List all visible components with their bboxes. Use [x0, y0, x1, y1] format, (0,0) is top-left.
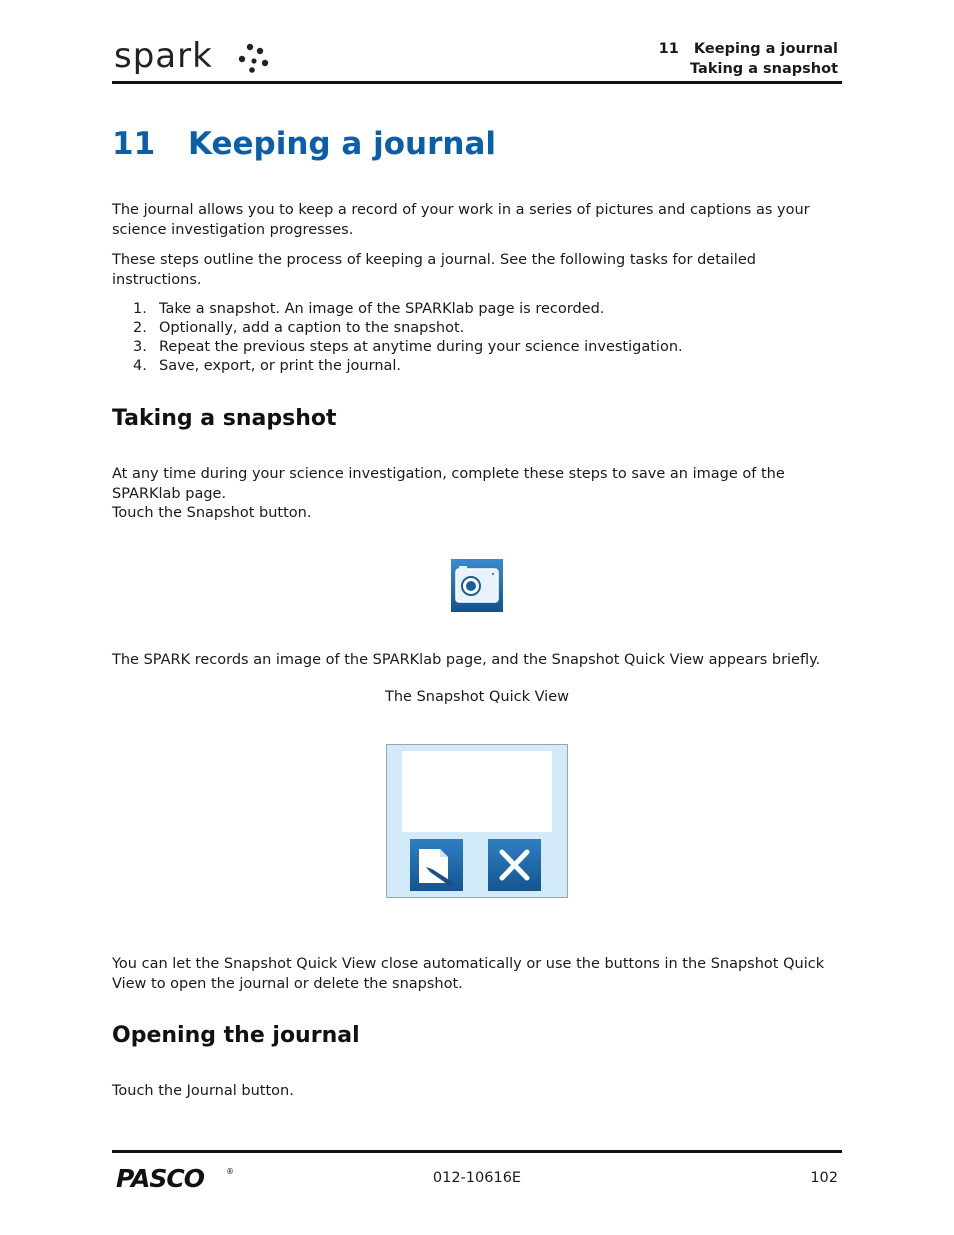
header-rule	[112, 81, 842, 84]
list-item: 1. Take a snapshot. An image of the SPARKlab page is recorded.	[133, 301, 605, 317]
open-journal-button[interactable]	[410, 839, 463, 891]
snapshot-quick-view	[386, 744, 568, 898]
running-header-chapter: 11 Keeping a journal	[658, 41, 838, 57]
list-item: 3. Repeat the previous steps at anytime during your science investigation.	[133, 339, 683, 355]
document-number: 012-10616E	[432, 1170, 522, 1186]
snapshot-paragraph-1: At any time during your science investigation, complete these steps to save an image of the SPARKlab page.	[112, 466, 785, 502]
list-item: 2. Optionally, add a caption to the snapshot.	[133, 320, 465, 336]
journal-edit-icon	[410, 839, 463, 891]
snapshot-paragraph-3: The SPARK records an image of the SPARKlab page, and the Snapshot Quick View appears briefly.	[112, 652, 821, 668]
snapshot-paragraph-4: You can let the Snapshot Quick View close automatically or use the buttons in the Snapshot Quick View to open the journal or delete the snapshot.	[112, 956, 825, 992]
section-heading-snapshot: Taking a snapshot	[112, 406, 337, 431]
list-item: 4. Save, export, or print the journal.	[133, 358, 402, 374]
svg-text:®: ®	[226, 1167, 234, 1176]
delete-snapshot-button[interactable]	[488, 839, 541, 891]
snapshot-paragraph-2: Touch the Snapshot button.	[112, 505, 312, 521]
snapshot-preview	[402, 751, 552, 832]
figure-caption: The Snapshot Quick View	[385, 689, 569, 705]
steps-list	[133, 300, 683, 376]
running-header	[659, 39, 838, 79]
close-icon	[488, 839, 541, 891]
section-heading-opening: Opening the journal	[112, 1023, 360, 1048]
camera-icon[interactable]	[451, 559, 503, 612]
intro-paragraph-1: The journal allows you to keep a record of your work in a series of pictures and captions as your science investigation progresses.	[112, 202, 810, 238]
opening-paragraph-1: Touch the Journal button.	[112, 1083, 294, 1099]
chapter-title	[112, 126, 496, 162]
chapter-number: 11	[112, 126, 156, 162]
footer-rule	[112, 1150, 842, 1153]
spark-logo-text: spark	[114, 36, 213, 76]
running-header-section: Taking a snapshot	[690, 61, 838, 77]
intro-paragraph-2: These steps outline the process of keeping a journal. See the following tasks for detailed instructions.	[112, 252, 756, 288]
pasco-logo-text: PASCO	[116, 1164, 204, 1190]
chapter-title-text: Keeping a journal	[188, 126, 497, 162]
spark-logo-dots-icon	[238, 42, 274, 74]
page-number: 102	[810, 1170, 838, 1186]
